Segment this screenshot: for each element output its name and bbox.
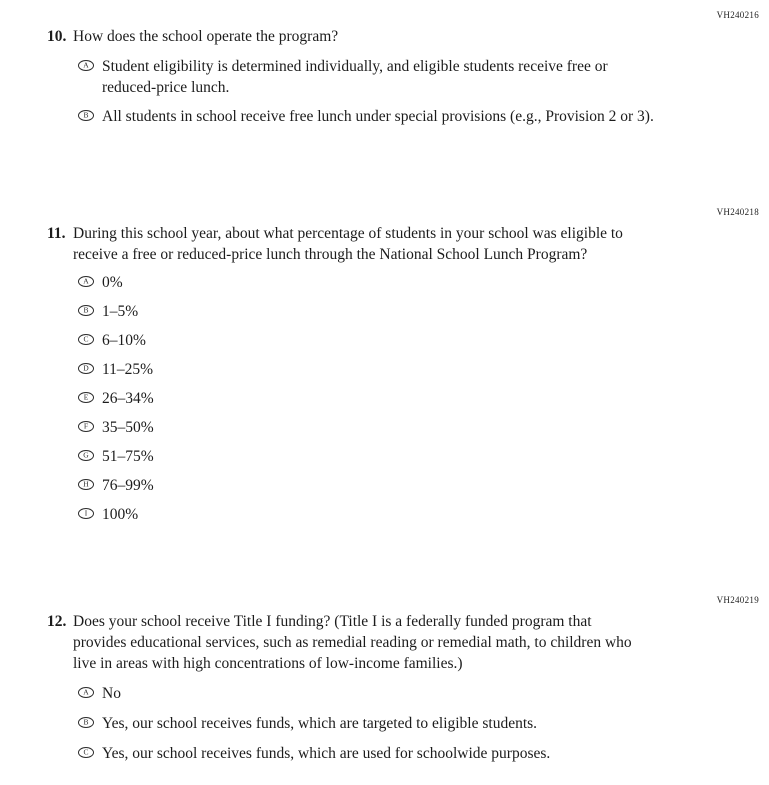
- bubble-letter: A: [83, 276, 89, 286]
- question-row: [47, 611, 759, 674]
- bubble-letter: A: [83, 60, 89, 70]
- answer-bubble-d[interactable]: [78, 363, 94, 374]
- answer-bubble-h[interactable]: [78, 479, 94, 490]
- option-text: 11–25%: [102, 361, 154, 378]
- question-row: [47, 26, 759, 47]
- option-text: 51–75%: [102, 448, 154, 465]
- option-row: [78, 330, 759, 351]
- option-text: Yes, our school receives funds, which are targeted to eligible students.: [102, 715, 538, 732]
- option-row: [78, 683, 759, 704]
- option-row: [78, 272, 759, 293]
- bubble-letter: D: [83, 363, 89, 373]
- options-list: [78, 56, 759, 127]
- options-list: [78, 683, 759, 764]
- question-number: 12.: [47, 613, 67, 630]
- option-row: [78, 504, 759, 525]
- bubble-letter: B: [83, 305, 89, 315]
- answer-bubble-b[interactable]: [78, 717, 94, 728]
- question-number: 10.: [47, 28, 67, 45]
- answer-bubble-g[interactable]: [78, 450, 94, 461]
- bubble-letter: B: [83, 110, 89, 120]
- option-row: [78, 713, 759, 734]
- question-block-11: [47, 207, 759, 525]
- answer-bubble-a[interactable]: [78, 687, 94, 698]
- bubble-letter: A: [83, 687, 89, 697]
- option-text: Student eligibility is determined individually, and eligible students receive free or reduced-price lunch.: [102, 58, 608, 96]
- option-row: [78, 475, 759, 496]
- answer-bubble-b[interactable]: [78, 305, 94, 316]
- answer-bubble-c[interactable]: [78, 747, 94, 758]
- answer-bubble-a[interactable]: [78, 276, 94, 287]
- option-text: 6–10%: [102, 332, 146, 349]
- question-code: VH240216: [716, 10, 759, 20]
- option-text: 0%: [102, 274, 123, 291]
- option-text: No: [102, 685, 121, 702]
- option-text: All students in school receive free lunch under special provisions (e.g., Provision 2 or 3).: [102, 108, 654, 125]
- option-row: [78, 359, 759, 380]
- bubble-letter: E: [83, 392, 89, 402]
- option-text: 100%: [102, 506, 139, 523]
- option-row: [78, 56, 759, 98]
- bubble-letter: H: [83, 479, 89, 489]
- question-number: 11.: [47, 225, 66, 242]
- question-block-10: [47, 10, 759, 127]
- option-row: [78, 417, 759, 438]
- question-text: How does the school operate the program?: [73, 28, 339, 45]
- bubble-letter: C: [83, 334, 89, 344]
- bubble-letter: B: [83, 717, 89, 727]
- answer-bubble-c[interactable]: [78, 334, 94, 345]
- question-block-12: [47, 595, 759, 764]
- question-text: During this school year, about what percentage of students in your school was eligible to receive a free or reduced-price lunch through the National School Lunch Program?: [73, 225, 623, 263]
- answer-bubble-b[interactable]: [78, 110, 94, 121]
- option-row: [78, 446, 759, 467]
- option-text: 35–50%: [102, 419, 154, 436]
- option-text: Yes, our school receives funds, which are used for schoolwide purposes.: [102, 745, 551, 762]
- bubble-letter: C: [83, 747, 89, 757]
- option-text: 26–34%: [102, 390, 154, 407]
- answer-bubble-i[interactable]: [78, 508, 94, 519]
- answer-bubble-a[interactable]: [78, 60, 94, 71]
- answer-bubble-f[interactable]: [78, 421, 94, 432]
- option-row: [78, 388, 759, 409]
- bubble-letter: F: [83, 421, 89, 431]
- answer-bubble-e[interactable]: [78, 392, 94, 403]
- option-row: [78, 301, 759, 322]
- bubble-letter: G: [83, 450, 89, 460]
- question-row: [47, 223, 759, 265]
- question-code: VH240219: [716, 595, 759, 605]
- question-code: VH240218: [716, 207, 759, 217]
- option-row: [78, 743, 759, 764]
- question-text: Does your school receive Title I funding? (Title I is a federally funded program that provides educational services, such as remedial reading or remedial math, to children who live in areas with high concentrations of low-income families.): [73, 613, 632, 672]
- option-text: 1–5%: [102, 303, 139, 320]
- bubble-letter: I: [84, 508, 88, 518]
- option-text: 76–99%: [102, 477, 154, 494]
- option-row: [78, 106, 759, 127]
- options-list: [78, 272, 759, 525]
